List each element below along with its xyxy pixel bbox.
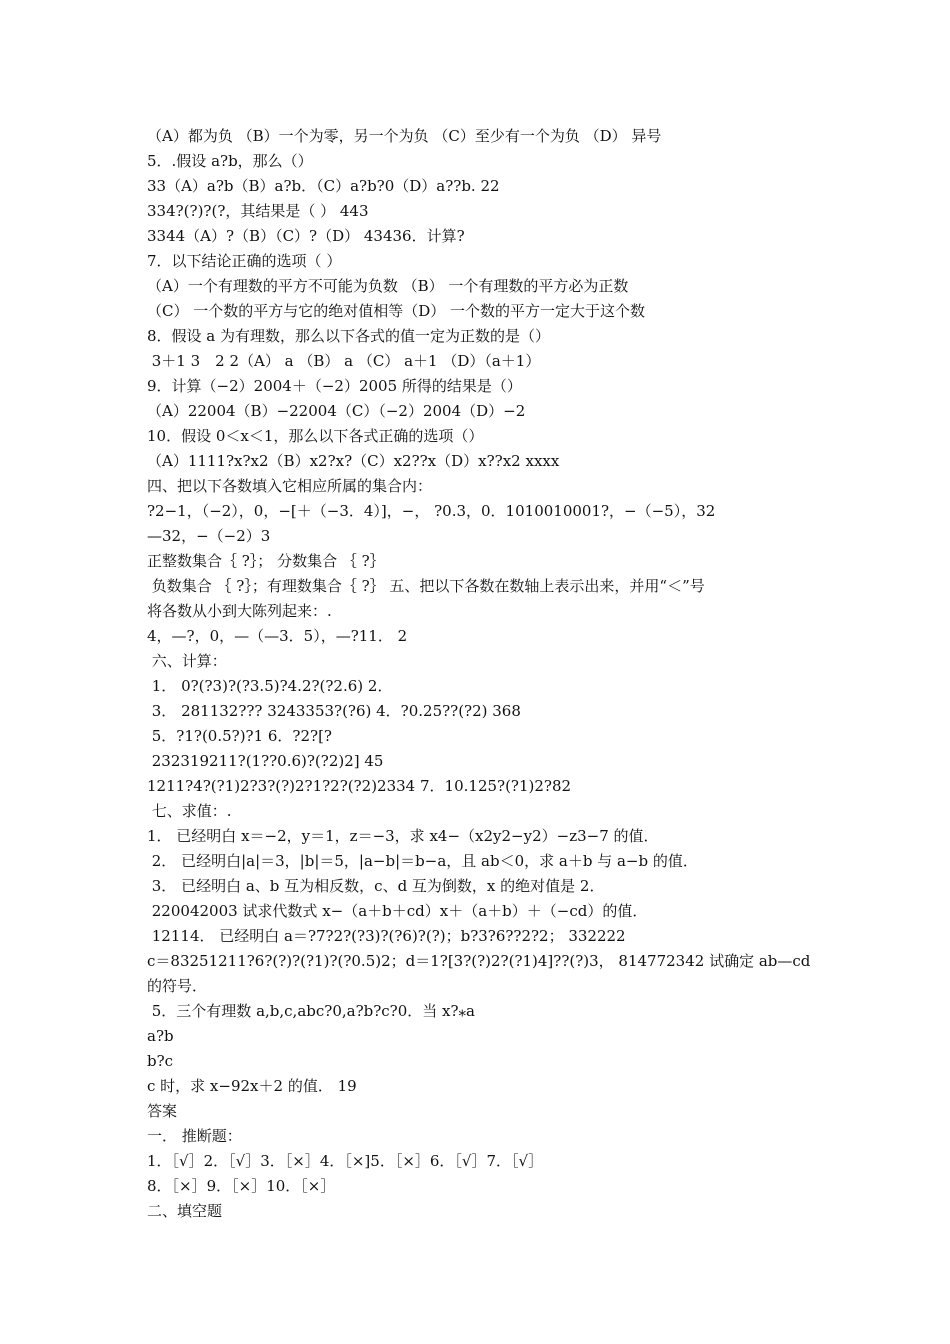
text-line: 9．计算（−2）2004＋（−2）2005 所得的结果是（） (147, 377, 522, 395)
text-line: 负数集合 ｛ ?｝；有理数集合｛ ?｝ 五、把以下各数在数轴上表示出来，并用“＜”号 (147, 577, 705, 595)
section-heading: 四、把以下各数填入它相应所属的集合内： (147, 477, 433, 495)
section-heading: 六、计算： (147, 652, 227, 670)
text-line: （A）1111?x?x2（B）x2?x?（C）x2??x（D）x??x2 xxxx (147, 452, 560, 470)
text-line: 4，—?，0，—（—3．5），—?11． 2 (147, 627, 408, 645)
text-line: 5．.假设 a?b，那么（） (147, 152, 313, 170)
text-line: 将各数从小到大陈列起来：. (147, 602, 332, 620)
text-line: （A）都为负 （B）一个为零，另一个为负 （C）至少有一个为负 （D） 异号 (147, 127, 662, 145)
text-line: （A）一个有理数的平方不可能为负数 （B） 一个有理数的平方必为正数 (147, 277, 629, 295)
section-heading: 七、求值：. (147, 802, 232, 820)
section-heading: 一． 推断题： (147, 1127, 242, 1145)
text-line: 8．假设 a 为有理数，那么以下各式的值一定为正数的是（） (147, 327, 551, 345)
text-line: 8．［×］9．［×］10．［×］ (147, 1177, 336, 1195)
text-line: b?c (147, 1052, 174, 1070)
text-line: 334?(?)?(?，其结果是（ ） 443 (147, 202, 369, 220)
text-line: c 时，求 x−92x＋2 的值． 19 (147, 1077, 357, 1095)
text-line: c＝83251211?6?(?)?(?1)?(?0.5)2；d＝1?[3?(?)2?(?1)4]??(?)3， 814772342 试确定 ab—cd 的符号． (147, 952, 811, 995)
text-line: 正整数集合｛ ?｝； 分数集合 ｛ ?｝ (147, 552, 385, 570)
text-line: 1．［√］2．［√］3．［×］4．［×]5．［×］6．［√］7．［√］ (147, 1152, 544, 1170)
text-line: 2． 已经明白|a|＝3，|b|＝5，|a−b|＝b−a，且 ab＜0，求 a＋b 与 a−b 的值． (147, 852, 698, 870)
text-line: （A）22004（B）−22004（C）（−2）2004（D）−2 (147, 402, 526, 420)
text-line: —32，−（−2）3 (147, 527, 271, 545)
text-line: 12114． 已经明白 a＝?7?2?(?3)?(?6)?(?)；b?3?6??2?2； 332222 (147, 927, 626, 945)
text-line: 1211?4?(?1)2?3?(?)2?1?2?(?2)2334 7．10.125?(?1)2?82 (147, 777, 572, 795)
text-line: 3． 已经明白 a、b 互为相反数，c、d 互为倒数，x 的绝对值是 2． (147, 877, 605, 895)
text-line: 1． 已经明白 x＝−2，y＝1，z＝−3，求 x4−（x2y2−y2）−z3−7 的值． (147, 827, 659, 845)
section-heading: 二、填空题 (147, 1202, 223, 1220)
document-body (147, 124, 817, 1224)
text-line: 3＋1 3 2 2（A） a （B） a （C） a＋1 （D）（a＋1） (147, 352, 541, 370)
text-line: a?b (147, 1027, 174, 1045)
text-line: 1． 0?(?3)?(?3.5)?4.2?(?2.6) 2． (147, 677, 393, 695)
text-line: 3344（A）?（B）（C）?（D） 43436．计算? (147, 227, 465, 245)
text-line: 5．?1?(0.5?)?1 6．?2?[? (147, 727, 332, 745)
section-heading: 答案 (147, 1102, 178, 1120)
text-line: 3． 281132??? 3243353?(?6) 4．?0.25??(?2) 368 (147, 702, 521, 720)
text-line: 10．假设 0＜x＜1，那么以下各式正确的选项（） (147, 427, 484, 445)
text-line: ?2−1，（−2），0，−[＋（−3．4）]，−， ?0.3，0．1010010001?，−（−5），32 (147, 502, 716, 520)
text-line: 33（A）a?b（B）a?b．（C）a?b?0（D）a??b. 22 (147, 177, 500, 195)
text-line: 5．三个有理数 a,b,c,abc?0,a?b?c?0．当 x?⁎a (147, 1002, 475, 1020)
text-line: 232319211?(1??0.6)?(?2)2] 45 (147, 752, 384, 770)
text-line: 7．以下结论正确的选项（ ） (147, 252, 342, 270)
text-line: 220042003 试求代数式 x−（a＋b＋cd）x＋（a＋b）＋（−cd）的值． (147, 902, 648, 920)
text-line: （C） 一个数的平方与它的绝对值相等（D） 一个数的平方一定大于这个数 (147, 302, 646, 320)
